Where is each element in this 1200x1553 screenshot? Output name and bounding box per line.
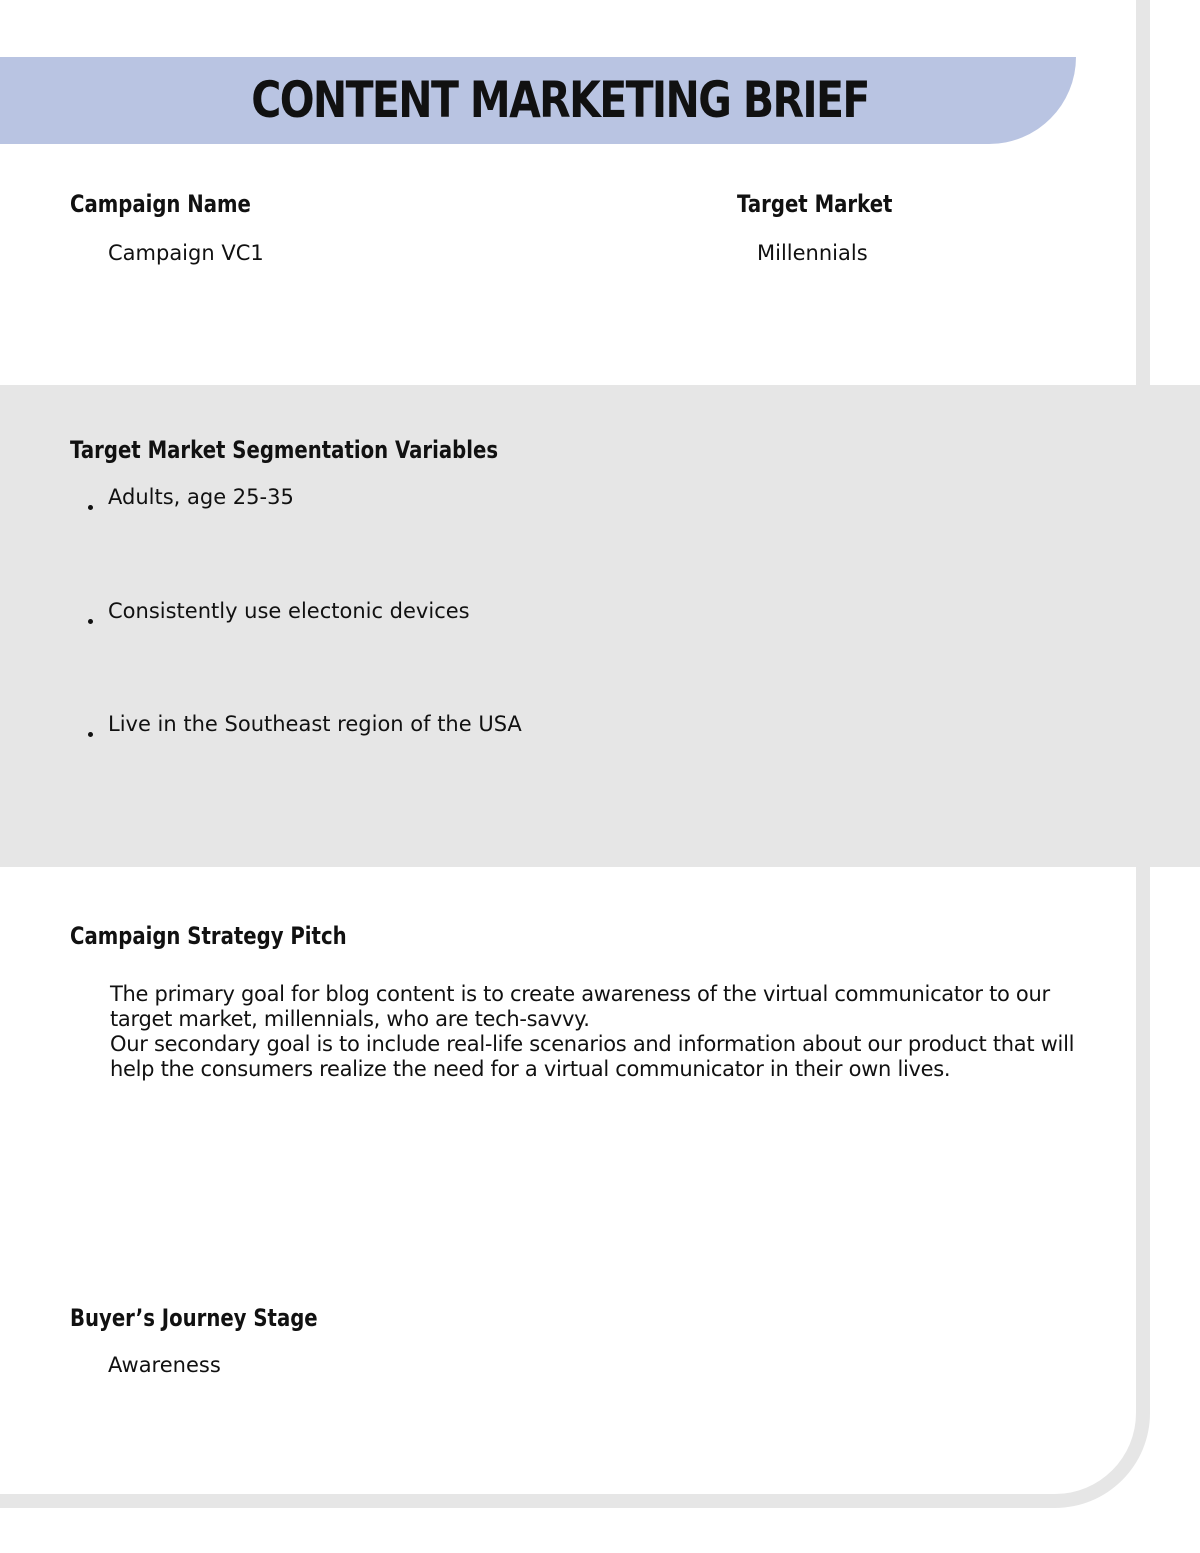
page-title: CONTENT MARKETING BRIEF bbox=[251, 71, 869, 129]
segmentation-label: Target Market Segmentation Variables bbox=[70, 436, 499, 464]
campaign-name-value: Campaign VC1 bbox=[108, 241, 264, 265]
buyers-journey-label: Buyer’s Journey Stage bbox=[70, 1304, 318, 1332]
segmentation-item: Consistently use electonic devices bbox=[108, 599, 470, 623]
bullet-dot bbox=[88, 619, 93, 624]
bullet-dot bbox=[88, 505, 93, 510]
target-market-value: Millennials bbox=[757, 241, 868, 265]
strategy-paragraph: The primary goal for blog content is to create awareness of the virtual communicator to our target market, millennials, who are tech-savvy. bbox=[110, 982, 1050, 1031]
campaign-name-label: Campaign Name bbox=[70, 190, 251, 218]
strategy-paragraph: Our secondary goal is to include real-life scenarios and information about our product that will help the consumers realize the need for a virtual communicator in their own lives. bbox=[110, 1032, 1075, 1081]
strategy-pitch-body bbox=[110, 982, 1080, 1082]
segmentation-item: Live in the Southeast region of the USA bbox=[108, 712, 522, 736]
segmentation-item: Adults, age 25-35 bbox=[108, 485, 294, 509]
buyers-journey-value: Awareness bbox=[108, 1353, 221, 1377]
target-market-label: Target Market bbox=[737, 190, 893, 218]
bullet-dot bbox=[88, 732, 93, 737]
strategy-label: Campaign Strategy Pitch bbox=[70, 922, 347, 950]
